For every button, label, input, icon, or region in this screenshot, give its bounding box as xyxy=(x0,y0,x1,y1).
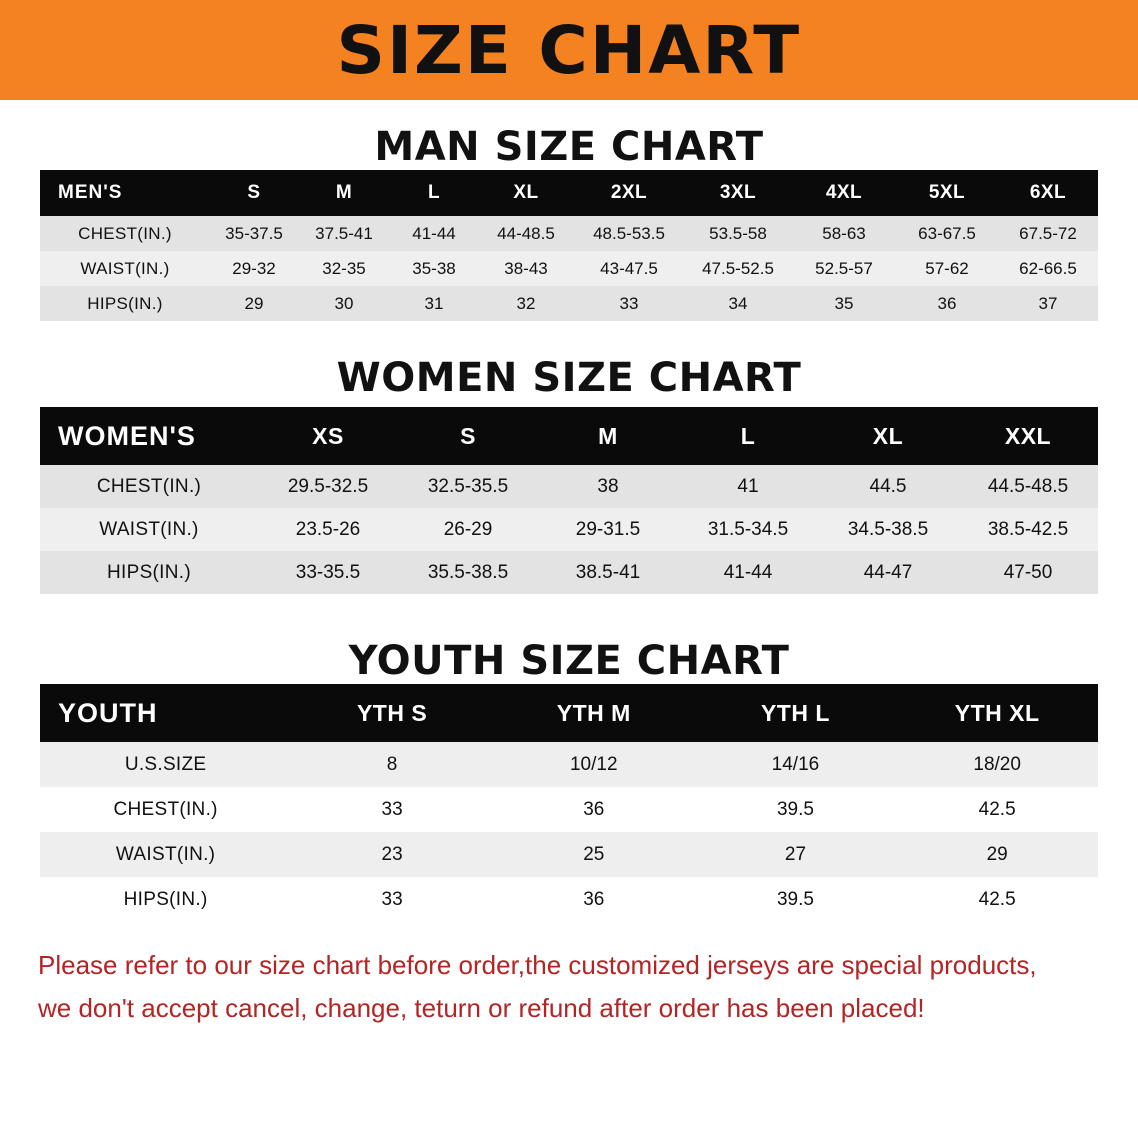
cell: 43-47.5 xyxy=(600,258,658,278)
youth-col-header: YTH S xyxy=(356,699,428,726)
cell: 27 xyxy=(784,843,807,865)
cell: 52.5-57 xyxy=(815,258,873,278)
cell: 44-48.5 xyxy=(497,223,555,243)
cell: 35-37.5 xyxy=(225,223,283,243)
table-row xyxy=(40,551,1098,594)
policy-note-line-2: we don't accept cancel, change, teturn or refund after order has been placed! xyxy=(38,992,925,1023)
cell: 29 xyxy=(244,293,264,313)
man-section-heading: MAN SIZE CHART xyxy=(374,124,764,170)
cell: 36 xyxy=(937,293,957,313)
cell: 23.5-26 xyxy=(295,518,361,540)
women-size-table xyxy=(40,407,1098,594)
cell: 35.5-38.5 xyxy=(427,561,509,583)
table-row xyxy=(40,251,1098,286)
youth-size-table xyxy=(40,684,1098,922)
cell: 35-38 xyxy=(412,258,456,278)
man-col-header: M xyxy=(335,182,353,203)
cell: 29-31.5 xyxy=(575,518,641,540)
cell: 33 xyxy=(381,798,403,820)
cell: 38-43 xyxy=(504,258,548,278)
man-col-header: S xyxy=(247,182,261,203)
cell: 38.5-42.5 xyxy=(987,518,1069,540)
cell: 67.5-72 xyxy=(1019,223,1077,243)
cell: 38.5-41 xyxy=(575,561,641,583)
women-table-header-row xyxy=(40,407,1098,465)
cell: 25 xyxy=(583,843,605,865)
cell: 62-66.5 xyxy=(1019,258,1077,278)
policy-note xyxy=(38,944,1100,1030)
youth-table-wrap xyxy=(40,684,1098,922)
youth-section-heading: YOUTH SIZE CHART xyxy=(348,638,790,684)
cell: 39.5 xyxy=(776,888,814,910)
youth-table-header-row xyxy=(40,684,1098,742)
women-col-header: XS xyxy=(312,422,344,449)
cell: 41-44 xyxy=(723,561,773,583)
cell: 32 xyxy=(516,293,536,313)
man-col-header: XL xyxy=(513,182,539,203)
youth-col-header: YTH XL xyxy=(954,699,1040,726)
row-label: HIPS(IN.) xyxy=(107,561,191,583)
cell: 36 xyxy=(583,798,605,820)
man-col-header: L xyxy=(427,182,441,203)
cell: 33 xyxy=(381,888,403,910)
cell: 41 xyxy=(737,475,759,497)
women-col-header: M xyxy=(598,422,618,449)
cell: 48.5-53.5 xyxy=(593,223,665,243)
row-label: CHEST(IN.) xyxy=(96,475,202,497)
cell: 44.5 xyxy=(869,475,907,497)
page-banner xyxy=(0,0,1138,100)
cell: 58-63 xyxy=(822,223,866,243)
cell: 29 xyxy=(986,843,1008,865)
cell: 14/16 xyxy=(771,753,820,775)
cell: 37 xyxy=(1038,293,1058,313)
man-col-header: 2XL xyxy=(610,182,648,203)
women-col-header: XL xyxy=(872,422,904,449)
women-table-wrap xyxy=(40,407,1098,594)
man-col-header: 5XL xyxy=(928,182,966,203)
man-col-header: 6XL xyxy=(1029,182,1067,203)
cell: 34 xyxy=(728,293,748,313)
cell: 29-32 xyxy=(232,258,276,278)
cell: 38 xyxy=(597,475,619,497)
cell: 63-67.5 xyxy=(918,223,976,243)
women-col-header: S xyxy=(460,422,476,449)
table-row xyxy=(40,465,1098,508)
women-col-header: XXL xyxy=(1004,422,1052,449)
policy-note-line-1: Please refer to our size chart before order,the customized jerseys are special products, xyxy=(38,950,1037,980)
row-label: WAIST(IN.) xyxy=(115,843,216,865)
cell: 32-35 xyxy=(322,258,366,278)
table-row xyxy=(40,742,1098,787)
youth-header-label: YOUTH xyxy=(58,697,158,728)
cell: 53.5-58 xyxy=(709,223,767,243)
women-header-label: WOMEN'S xyxy=(58,420,196,451)
cell: 34.5-38.5 xyxy=(847,518,929,540)
cell: 31.5-34.5 xyxy=(707,518,789,540)
man-table-header-row xyxy=(40,170,1098,216)
cell: 33-35.5 xyxy=(295,561,361,583)
cell: 23 xyxy=(381,843,403,865)
man-header-label: MEN'S xyxy=(58,182,123,203)
women-col-header: L xyxy=(740,422,756,449)
man-col-header: 3XL xyxy=(719,182,757,203)
table-row xyxy=(40,508,1098,551)
row-label: U.S.SIZE xyxy=(124,753,207,775)
cell: 57-62 xyxy=(925,258,969,278)
women-section-heading: WOMEN SIZE CHART xyxy=(336,355,802,401)
youth-col-header: YTH L xyxy=(760,699,830,726)
cell: 44-47 xyxy=(863,561,913,583)
cell: 42.5 xyxy=(978,888,1016,910)
man-table-wrap xyxy=(40,170,1098,321)
man-col-header: 4XL xyxy=(825,182,863,203)
cell: 44.5-48.5 xyxy=(987,475,1069,497)
table-row xyxy=(40,216,1098,251)
table-row xyxy=(40,286,1098,321)
man-size-table xyxy=(40,170,1098,321)
cell: 26-29 xyxy=(443,518,493,540)
cell: 18/20 xyxy=(973,753,1021,775)
page-title: SIZE CHART xyxy=(336,12,802,89)
row-label: WAIST(IN.) xyxy=(99,518,199,540)
row-label: HIPS(IN.) xyxy=(87,293,163,313)
cell: 32.5-35.5 xyxy=(427,475,509,497)
cell: 31 xyxy=(424,293,444,313)
cell: 33 xyxy=(619,293,639,313)
cell: 29.5-32.5 xyxy=(287,475,369,497)
cell: 42.5 xyxy=(978,798,1016,820)
table-row xyxy=(40,787,1098,832)
table-row xyxy=(40,832,1098,877)
cell: 37.5-41 xyxy=(315,223,373,243)
row-label: HIPS(IN.) xyxy=(123,888,208,910)
youth-col-header: YTH M xyxy=(556,699,631,726)
cell: 30 xyxy=(334,293,354,313)
cell: 35 xyxy=(834,293,854,313)
cell: 36 xyxy=(583,888,605,910)
cell: 39.5 xyxy=(776,798,814,820)
cell: 47.5-52.5 xyxy=(702,258,774,278)
cell: 8 xyxy=(386,753,398,775)
row-label: WAIST(IN.) xyxy=(80,258,170,278)
row-label: CHEST(IN.) xyxy=(113,798,218,820)
table-row xyxy=(40,877,1098,922)
row-label: CHEST(IN.) xyxy=(78,223,172,243)
cell: 10/12 xyxy=(569,753,618,775)
cell: 41-44 xyxy=(412,223,456,243)
cell: 47-50 xyxy=(1003,561,1053,583)
